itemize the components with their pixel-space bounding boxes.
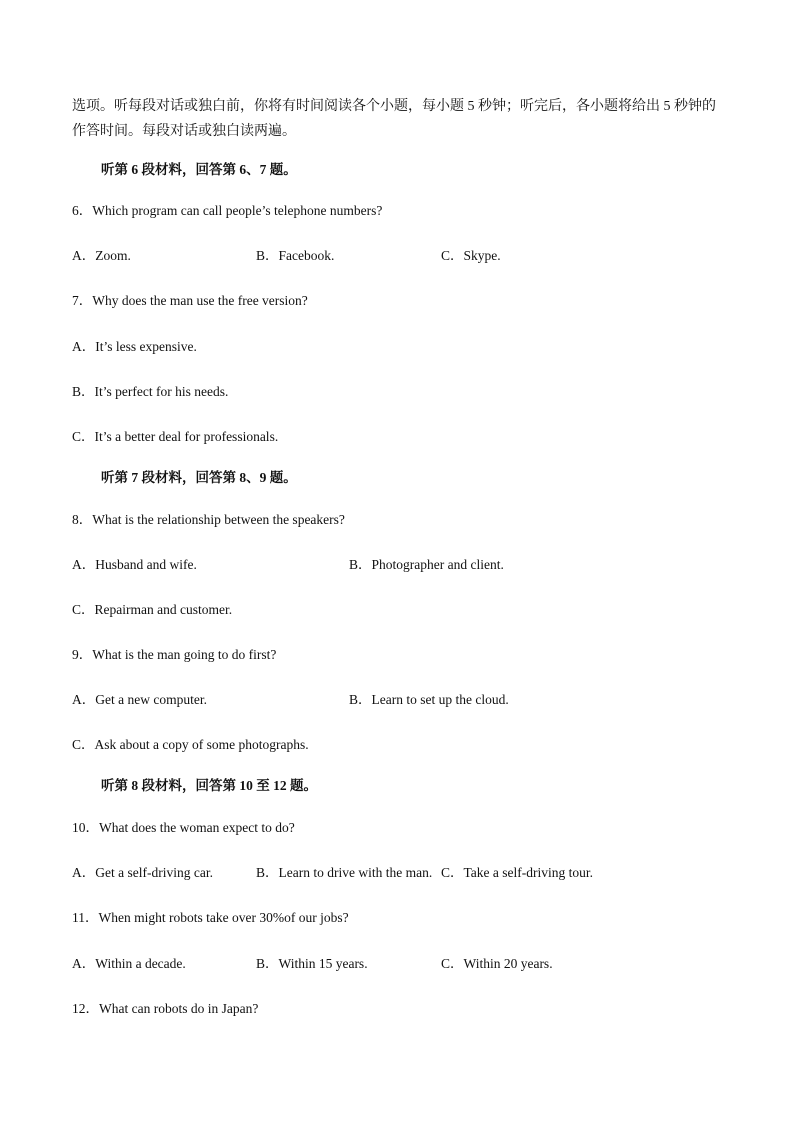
option-6a[interactable]: A．Zoom. (72, 248, 131, 263)
question-9: 9．What is the man going to do first? (72, 647, 277, 662)
question-8: 8．What is the relationship between the speakers? (72, 512, 345, 527)
option-11a[interactable]: A．Within a decade. (72, 956, 186, 971)
option-10c[interactable]: C．Take a self-driving tour. (441, 865, 594, 880)
intro-line-2: 作答时间。每段对话或独白读两遍。 (72, 124, 296, 139)
intro-line-1: 选项。听每段对话或独白前，你将有时间阅读各个小题，每小题 5 秒钟；听完后，各小题将给出 5 秒钟的 (72, 99, 716, 114)
option-11c[interactable]: C．Within 20 years. (441, 956, 553, 971)
option-7b[interactable]: B．It’s perfect for his needs. (72, 384, 229, 399)
option-8b[interactable]: B．Photographer and client. (349, 557, 504, 572)
option-8a[interactable]: A．Husband and wife. (72, 557, 197, 572)
section-heading-6-7: 听第 6 段材料，回答第 6、7 题。 (101, 162, 297, 177)
question-11: 11．When might robots take over 30%of our jobs? (72, 910, 349, 925)
section-heading-8-9: 听第 7 段材料，回答第 8、9 题。 (101, 470, 297, 485)
section-heading-10-12: 听第 8 段材料，回答第 10 至 12 题。 (101, 778, 317, 793)
option-10a[interactable]: A．Get a self-driving car. (72, 865, 213, 880)
option-9a[interactable]: A．Get a new computer. (72, 692, 207, 707)
question-7: 7．Why does the man use the free version? (72, 293, 308, 308)
question-12: 12．What can robots do in Japan? (72, 1001, 259, 1016)
option-6c[interactable]: C．Skype. (441, 248, 501, 263)
question-6: 6．Which program can call people’s telephone numbers? (72, 203, 383, 218)
option-7c[interactable]: C．It’s a better deal for professionals. (72, 429, 279, 444)
option-7a[interactable]: A．It’s less expensive. (72, 339, 197, 354)
option-11b[interactable]: B．Within 15 years. (256, 956, 368, 971)
question-10: 10．What does the woman expect to do? (72, 820, 295, 835)
option-10b[interactable]: B．Learn to drive with the man. (256, 865, 433, 880)
option-9b[interactable]: B．Learn to set up the cloud. (349, 692, 509, 707)
option-9c[interactable]: C．Ask about a copy of some photographs. (72, 737, 309, 752)
option-6b[interactable]: B．Facebook. (256, 248, 335, 263)
option-8c[interactable]: C．Repairman and customer. (72, 602, 233, 617)
